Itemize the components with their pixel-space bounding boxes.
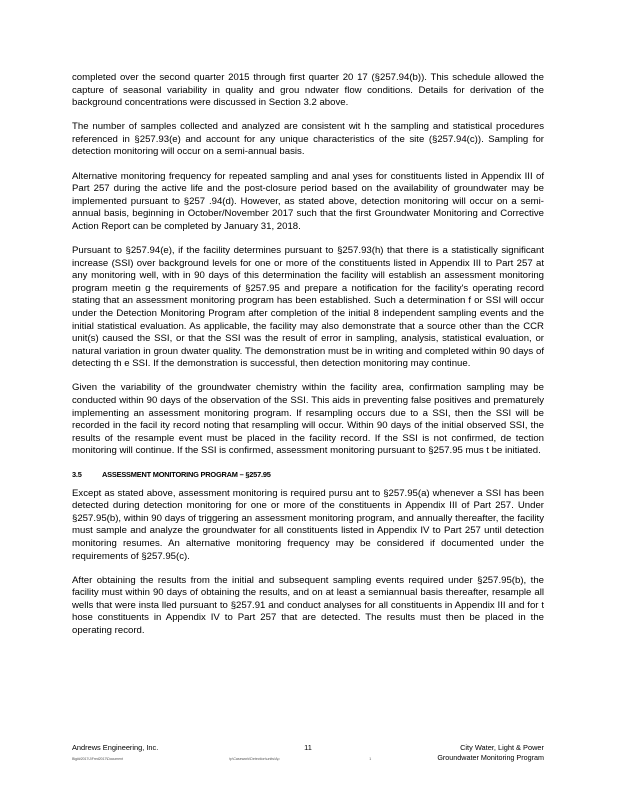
page-footer [72,743,544,752]
page-footer-second-line [72,753,544,762]
paragraph-ssi-determination: Pursuant to §257.94(e), if the facility determines pursuant to §257.93(h) that there is a statistically significant increase (SSI) over background levels for one or more of the constituents listed in Appendix III to Part 257 at any monitoring well, with in 90 days of this determination the facility will establish an assessment monitoring program meetin g the requirements of §257.95 and prepare a notification for the facility's operating record stating that an assessment monitoring program has been established. Such a determination f or SSI will occur under the Detection Monitoring Program after completion of the initial 8 independent sampling events and the initial statistical evaluation. As applicable, the facility may also demonstrate that a source other than the CCR unit(s) caused the SSI, or that the SSI was the result of error in sampling, analysis, statistical evaluation, or natural variation in groun dwater quality. The demonstration must be in writing and completed within 90 days of detecting th e SSI. If the demonstration is successful, then detection monitoring may continue. [72,245,544,370]
paragraph-sample-count: The number of samples collected and analyzed are consistent wit h the sampling and statistical procedures referenced in §257.93(e) and account for any unique characteristics of the site (§257.94(c)). Sampling for detection monitoring will occur on a semi-annual basis. [72,121,544,158]
footer-page-number: 11 [304,743,312,752]
footer-document-title: Groundwater Monitoring Program [437,753,544,762]
section-heading [72,470,544,479]
footer-file-code: Big##2017\J\Fred2017\Document [72,757,123,761]
footer-client: City Water, Light & Power [460,743,544,752]
paragraph-confirmation-sampling: Given the variability of the groundwater chemistry within the facility area, confirmation sampling may be conducted within 90 days of the observation of the SSI. This aids in preventing false positives and prematurely implementing an assessment monitoring program. If resampling occurs due to a SSI, then the SSI will be recorded in the facil ity record noting that resampling will occur. Within 90 days of the initial observed SSI, the results of the resample event must be placed in the facility record. If the SSI is not confirmed, de tection monitoring will continue. If the SSI is confirmed, assessment monitoring pursuant to §257.95 mus t be initiated. [72,382,544,457]
paragraph-background-schedule: completed over the second quarter 2015 through first quarter 20 17 (§257.94(b)). This schedule allowed the capture of seasonal variability in quality and grou ndwater flow conditions. Details for derivation of the background concentrations were discussed in Section 3.2 above. [72,72,544,109]
page-body [72,72,544,649]
footer-file-path: tp\Casework\Detection\units\Ap [229,757,280,761]
paragraph-resampling: After obtaining the results from the initial and subsequent sampling events required under §257.95(b), the facility must within 90 days of obtaining the results, and on at least a semiannual basis thereafter, resample all wells that were insta lled pursuant to §257.91 and conduct analyses for all constituents in Appendix III and for t hose constituents in Appendix IV to Part 257 that are detected. The results must then be placed in the operating record. [72,574,544,636]
section-title: ASSESSMENT MONITORING PROGRAM – §257.95 [102,469,271,479]
footer-company: Andrews Engineering, Inc. [72,743,159,752]
paragraph-alternative-frequency: Alternative monitoring frequency for repeated sampling and anal yses for constituents listed in Appendix III of Part 257 during the active life and the post-closure period based on the availability of groundwater may be implemented pursuant to §257 .94(d). However, as stated above, detection monitoring will occur on a semi-annual basis, beginning in October/November 2017 such that the first Groundwater Monitoring and Corrective Action Report can be completed by January 31, 2018. [72,170,544,232]
footer-file-mark: 1 [369,757,372,761]
paragraph-assessment-requirement: Except as stated above, assessment monitoring is required pursu ant to §257.95(a) whenever a SSI has been detected during detection monitoring for one or more of the constituents in Appendix III of Part 257. Under §257.95(b), within 90 days of triggering an assessment monitoring program, and annually thereafter, the facility must sample and analyze the groundwater for all constituents listed in Appendix IV to Part 257 until detection monitoring resumes. An alternative monitoring frequency may be considered if documented under the requirements of §257.95(c). [72,487,544,562]
section-number: 3.5 [72,469,82,479]
